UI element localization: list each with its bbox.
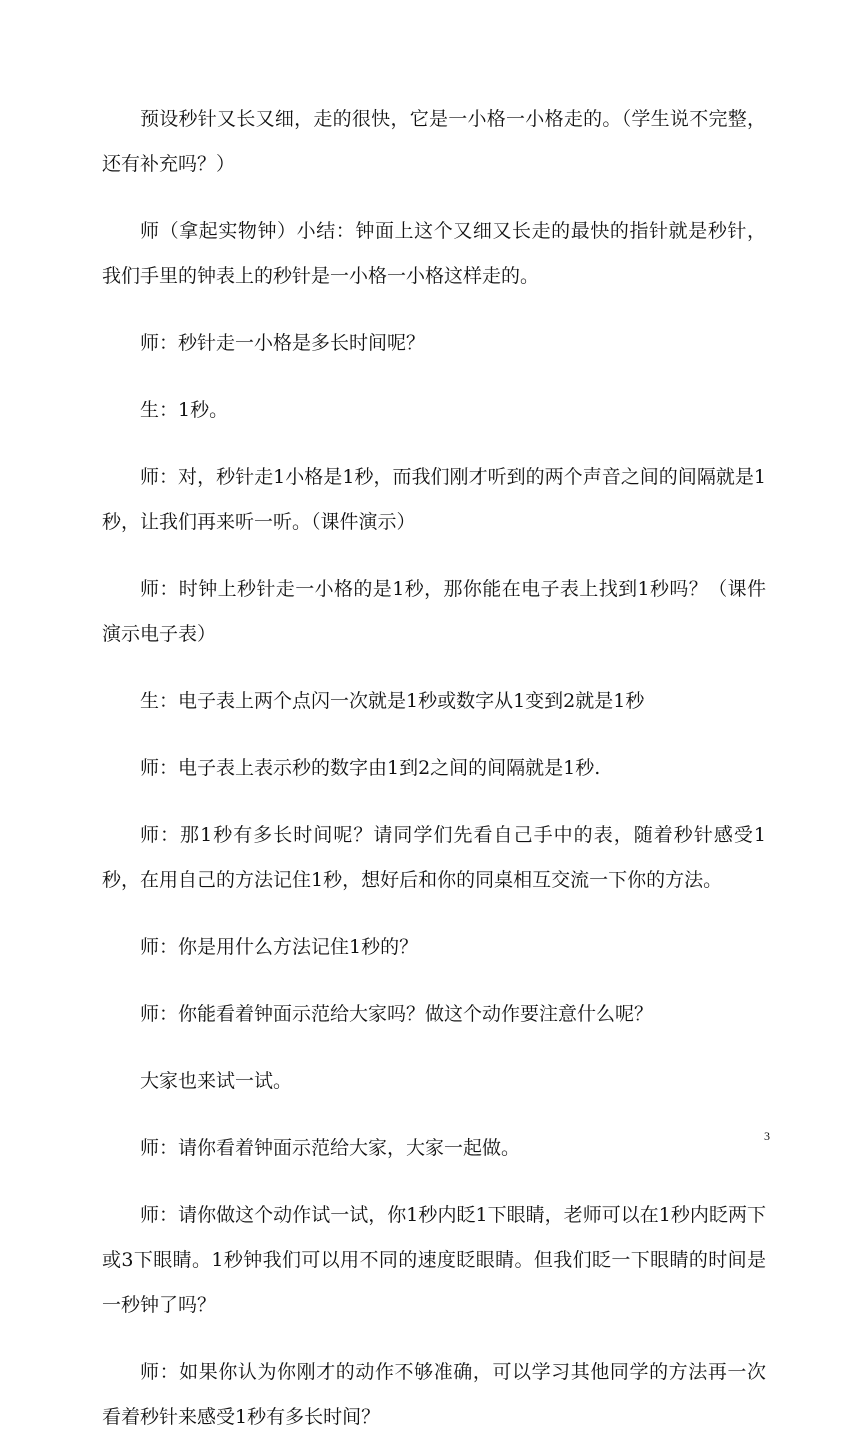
paragraph: 师：你是用什么方法记住1秒的？ <box>140 936 419 958</box>
paragraph: 师：你能看着钟面示范给大家吗？做这个动作要注意什么呢？ <box>140 1003 654 1025</box>
paragraph: 生：电子表上两个点闪一次就是1秒或数字从1变到2就是1秒 <box>140 690 645 712</box>
paragraph: 师：电子表上表示秒的数字由1到2之间的间隔就是1秒. <box>140 757 601 779</box>
paragraph: 师（拿起实物钟）小结：钟面上这个又细又长走的最快的指针就是秒针，我们手里的钟表上的秒针是一小格一小格这样走的。 <box>102 220 766 287</box>
paragraph: 师：请你做这个动作试一试，你1秒内眨1下眼睛，老师可以在1秒内眨两下或3下眼睛。1秒钟我们可以用不同的速度眨眼睛。但我们眨一下眼睛的时间是一秒钟了吗？ <box>102 1204 766 1316</box>
paragraph: 大家也来试一试。 <box>140 1070 293 1092</box>
paragraph: 师：对，秒针走1小格是1秒，而我们刚才听到的两个声音之间的间隔就是1秒，让我们再来听一听。（课件演示） <box>102 466 766 533</box>
paragraph: 师：那1秒有多长时间呢？请同学们先看自己手中的表，随着秒针感受1秒，在用自己的方法记住1秒，想好后和你的同桌相互交流一下你的方法。 <box>102 824 766 891</box>
paragraph: 师：秒针走一小格是多长时间呢？ <box>140 332 426 354</box>
paragraph: 师：时钟上秒针走一小格的是1秒，那你能在电子表上找到1秒吗？（课件演示电子表） <box>102 578 766 645</box>
document-body <box>102 97 766 1440</box>
paragraph: 师：请你看着钟面示范给大家，大家一起做。 <box>140 1137 521 1159</box>
paragraph: 预设秒针又长又细，走的很快，它是一小格一小格走的。（学生说不完整，还有补充吗？） <box>102 108 766 175</box>
page-number: 3 <box>764 1129 770 1143</box>
paragraph: 生：1秒。 <box>140 399 229 421</box>
paragraph: 师：如果你认为你刚才的动作不够准确，可以学习其他同学的方法再一次看着秒针来感受1秒有多长时间？ <box>102 1361 766 1428</box>
